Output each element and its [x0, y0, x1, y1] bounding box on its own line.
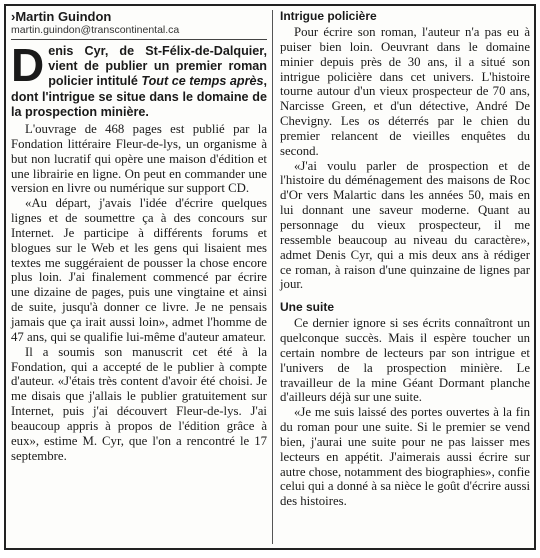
paragraph: Ce dernier ignore si ses écrits connaîtront un quelconque succès. Mais il espère toucher un certain nombre de lecteurs par son intrigue et l'univers de la prospection minière. Le travailleur de la mine Géant Dormant planche d'ailleurs déjà sur une suite.	[280, 316, 530, 405]
section-heading: Intrigue policière	[280, 9, 377, 23]
author-byline: ›Martin Guindon	[11, 9, 112, 24]
paragraph: L'ouvrage de 468 pages est publié par la Fondation littéraire Fleur-de-lys, un organisme à but non lucratif qui opère une maison d'édition et une librairie en ligne. On peut en commander une version en livre ou numérique sur support CD.	[11, 122, 267, 196]
article-clipping	[4, 4, 536, 550]
paragraph: «Je me suis laissé des portes ouvertes à la fin du roman pour une suite. Si le premier se vend bien, j'aurai une suite pour ne pas laisser mes lecteurs en appétit. J'aimerais aussi écrire sur autre chose, notamment des biographies», confie celui qui a donné à sa nièce le goût d'écrire aussi des histoires.	[280, 405, 530, 509]
book-title: Tout ce temps après	[141, 74, 264, 89]
right-column	[280, 9, 530, 546]
lede-paragraph	[11, 39, 267, 120]
paragraph: Pour écrire son roman, l'auteur n'a pas eu à puiser bien loin. Oeuvrant dans le domaine minier depuis près de 30 ans, il a situé son intrigue policière dans cet univers. L'histoire tourne autour d'un vieux prospecteur de 70 ans, Narcisse Green, et d'un détective, André De Chevigny. Les os déterrés par le chien du premier relancent de vieilles enquêtes du second.	[280, 25, 530, 158]
column-divider	[272, 10, 273, 544]
paragraph: «J'ai voulu parler de prospection et de l'histoire du déménagement des maisons de Roc d'Or vers Malartic dans les années 50, mais en lui donnant une saveur moderne. Quant au personnage du vieux prospecteur, il me ressemble beaucoup au niveau du caractère», admet Denis Cyr, qui a mis deux ans à rédiger ce roman, à raison d'une quinzaine de lignes par jour.	[280, 158, 530, 292]
left-column	[11, 9, 267, 546]
author-email: martin.guindon@transcontinental.ca	[11, 24, 267, 40]
lede-text-after: , dont l'intrigue se situe dans le domaine de la prospection minière.	[11, 74, 267, 119]
lede-text-before: enis Cyr, de St-Félix-de-Dalquier, vient de publier un premier roman policier intitulé	[48, 44, 267, 89]
section-heading: Une suite	[280, 300, 335, 315]
paragraph: «Au départ, j'avais l'idée d'écrire quelques lignes et de soumettre ça à des concours sur Internet. Je participe à différents forums et blogues sur le Web et les gens qui lisaient mes textes me suggéraient de pousser la chose encore plus loin. J'ai finalement commencé par écrire une dizaine de pages, puis une vingtaine et ainsi de suite, jusqu'à donner ce livre. Je ne pensais jamais que ça irait aussi loin», admet l'homme de 47 ans, qui se qualifie lui-même d'auteur amateur.	[11, 196, 267, 344]
drop-cap: D	[11, 39, 45, 91]
paragraph: Il a soumis son manuscrit cet été à la Fondation, qui a accepté de le publier à compte d'auteur. «J'étais très content d'avoir été choisi. Je me disais que j'allais le publier gratuitement sur Internet, puis j'ai découvert Fleur-de-lys. J'ai beaucoup appris à propos de l'édition grâce à eux», estime M. Cyr, que l'on a rencontré le 17 septembre.	[11, 344, 267, 463]
